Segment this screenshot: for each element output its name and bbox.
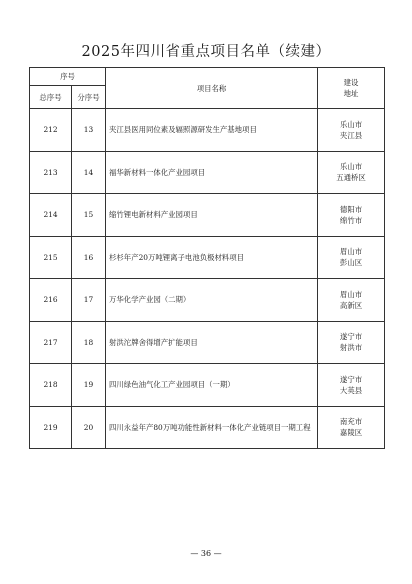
sub-no-cell: 19 [72, 364, 106, 407]
location-cell [318, 279, 385, 322]
location-district: 高新区 [339, 300, 363, 310]
table-row [30, 151, 385, 194]
total-no-cell: 219 [30, 406, 72, 449]
table-row [30, 236, 385, 279]
location-district: 五通桥区 [336, 173, 366, 183]
location-cell [318, 236, 385, 279]
project-name-cell: 杉杉年产20万吨锂离子电池负极材料项目 [106, 236, 318, 279]
location-cell [318, 109, 385, 152]
project-name-cell: 夹江县医用同位素及辐照源研发生产基地项目 [106, 109, 318, 152]
location-city: 乐山市 [339, 119, 363, 129]
project-table [29, 67, 385, 449]
project-name-cell: 四川永益年产80万吨功能性新材料一体化产业链项目一期工程 [106, 406, 318, 449]
location-district: 嘉陵区 [339, 428, 363, 438]
header-project-name: 项目名称 [106, 68, 318, 109]
location-cell [318, 406, 385, 449]
header-seq-group: 序号 [30, 68, 106, 86]
table-row [30, 406, 385, 449]
location-cell [318, 364, 385, 407]
total-no-cell: 215 [30, 236, 72, 279]
header-total-no: 总序号 [30, 86, 72, 109]
total-no-cell: 214 [30, 194, 72, 237]
location-district: 绵竹市 [339, 215, 363, 225]
project-name-cell: 缩竹锂电新材料产业园项目 [106, 194, 318, 237]
table-row [30, 279, 385, 322]
project-name-cell: 四川绿色油气化工产业园项目（一期） [106, 364, 318, 407]
location-city: 乐山市 [339, 162, 363, 172]
location-city: 南充市 [339, 417, 363, 427]
sub-no-cell: 18 [72, 321, 106, 364]
sub-no-cell: 15 [72, 194, 106, 237]
table-row [30, 321, 385, 364]
location-city: 德阳市 [339, 204, 363, 214]
header-location: 建设 地址 [318, 68, 385, 109]
project-name-cell: 福华新材料一体化产业园项目 [106, 151, 318, 194]
sub-no-cell: 14 [72, 151, 106, 194]
location-district: 大英县 [339, 385, 363, 395]
total-no-cell: 213 [30, 151, 72, 194]
location-district: 彭山区 [339, 258, 363, 268]
location-city: 眉山市 [339, 247, 363, 257]
sub-no-cell: 20 [72, 406, 106, 449]
location-district: 射洪市 [339, 343, 363, 353]
location-cell [318, 321, 385, 364]
sub-no-cell: 17 [72, 279, 106, 322]
sub-no-cell: 13 [72, 109, 106, 152]
table-row [30, 109, 385, 152]
table-row [30, 194, 385, 237]
total-no-cell: 217 [30, 321, 72, 364]
total-no-cell: 216 [30, 279, 72, 322]
location-district: 夹江县 [339, 130, 363, 140]
location-city: 眉山市 [339, 289, 363, 299]
header-sub-no: 分序号 [72, 86, 106, 109]
table-row [30, 364, 385, 407]
location-city: 遂宁市 [339, 374, 363, 384]
location-city: 遂宁市 [339, 332, 363, 342]
project-name-cell: 万华化学产业园（二期） [106, 279, 318, 322]
location-cell [318, 151, 385, 194]
page-title: 2025年四川省重点项目名单（续建） [81, 44, 331, 60]
total-no-cell: 212 [30, 109, 72, 152]
total-no-cell: 218 [30, 364, 72, 407]
page-number: — 36 — [190, 549, 222, 558]
location-cell [318, 194, 385, 237]
sub-no-cell: 16 [72, 236, 106, 279]
project-name-cell: 射洪沱牌舍得增产扩能项目 [106, 321, 318, 364]
